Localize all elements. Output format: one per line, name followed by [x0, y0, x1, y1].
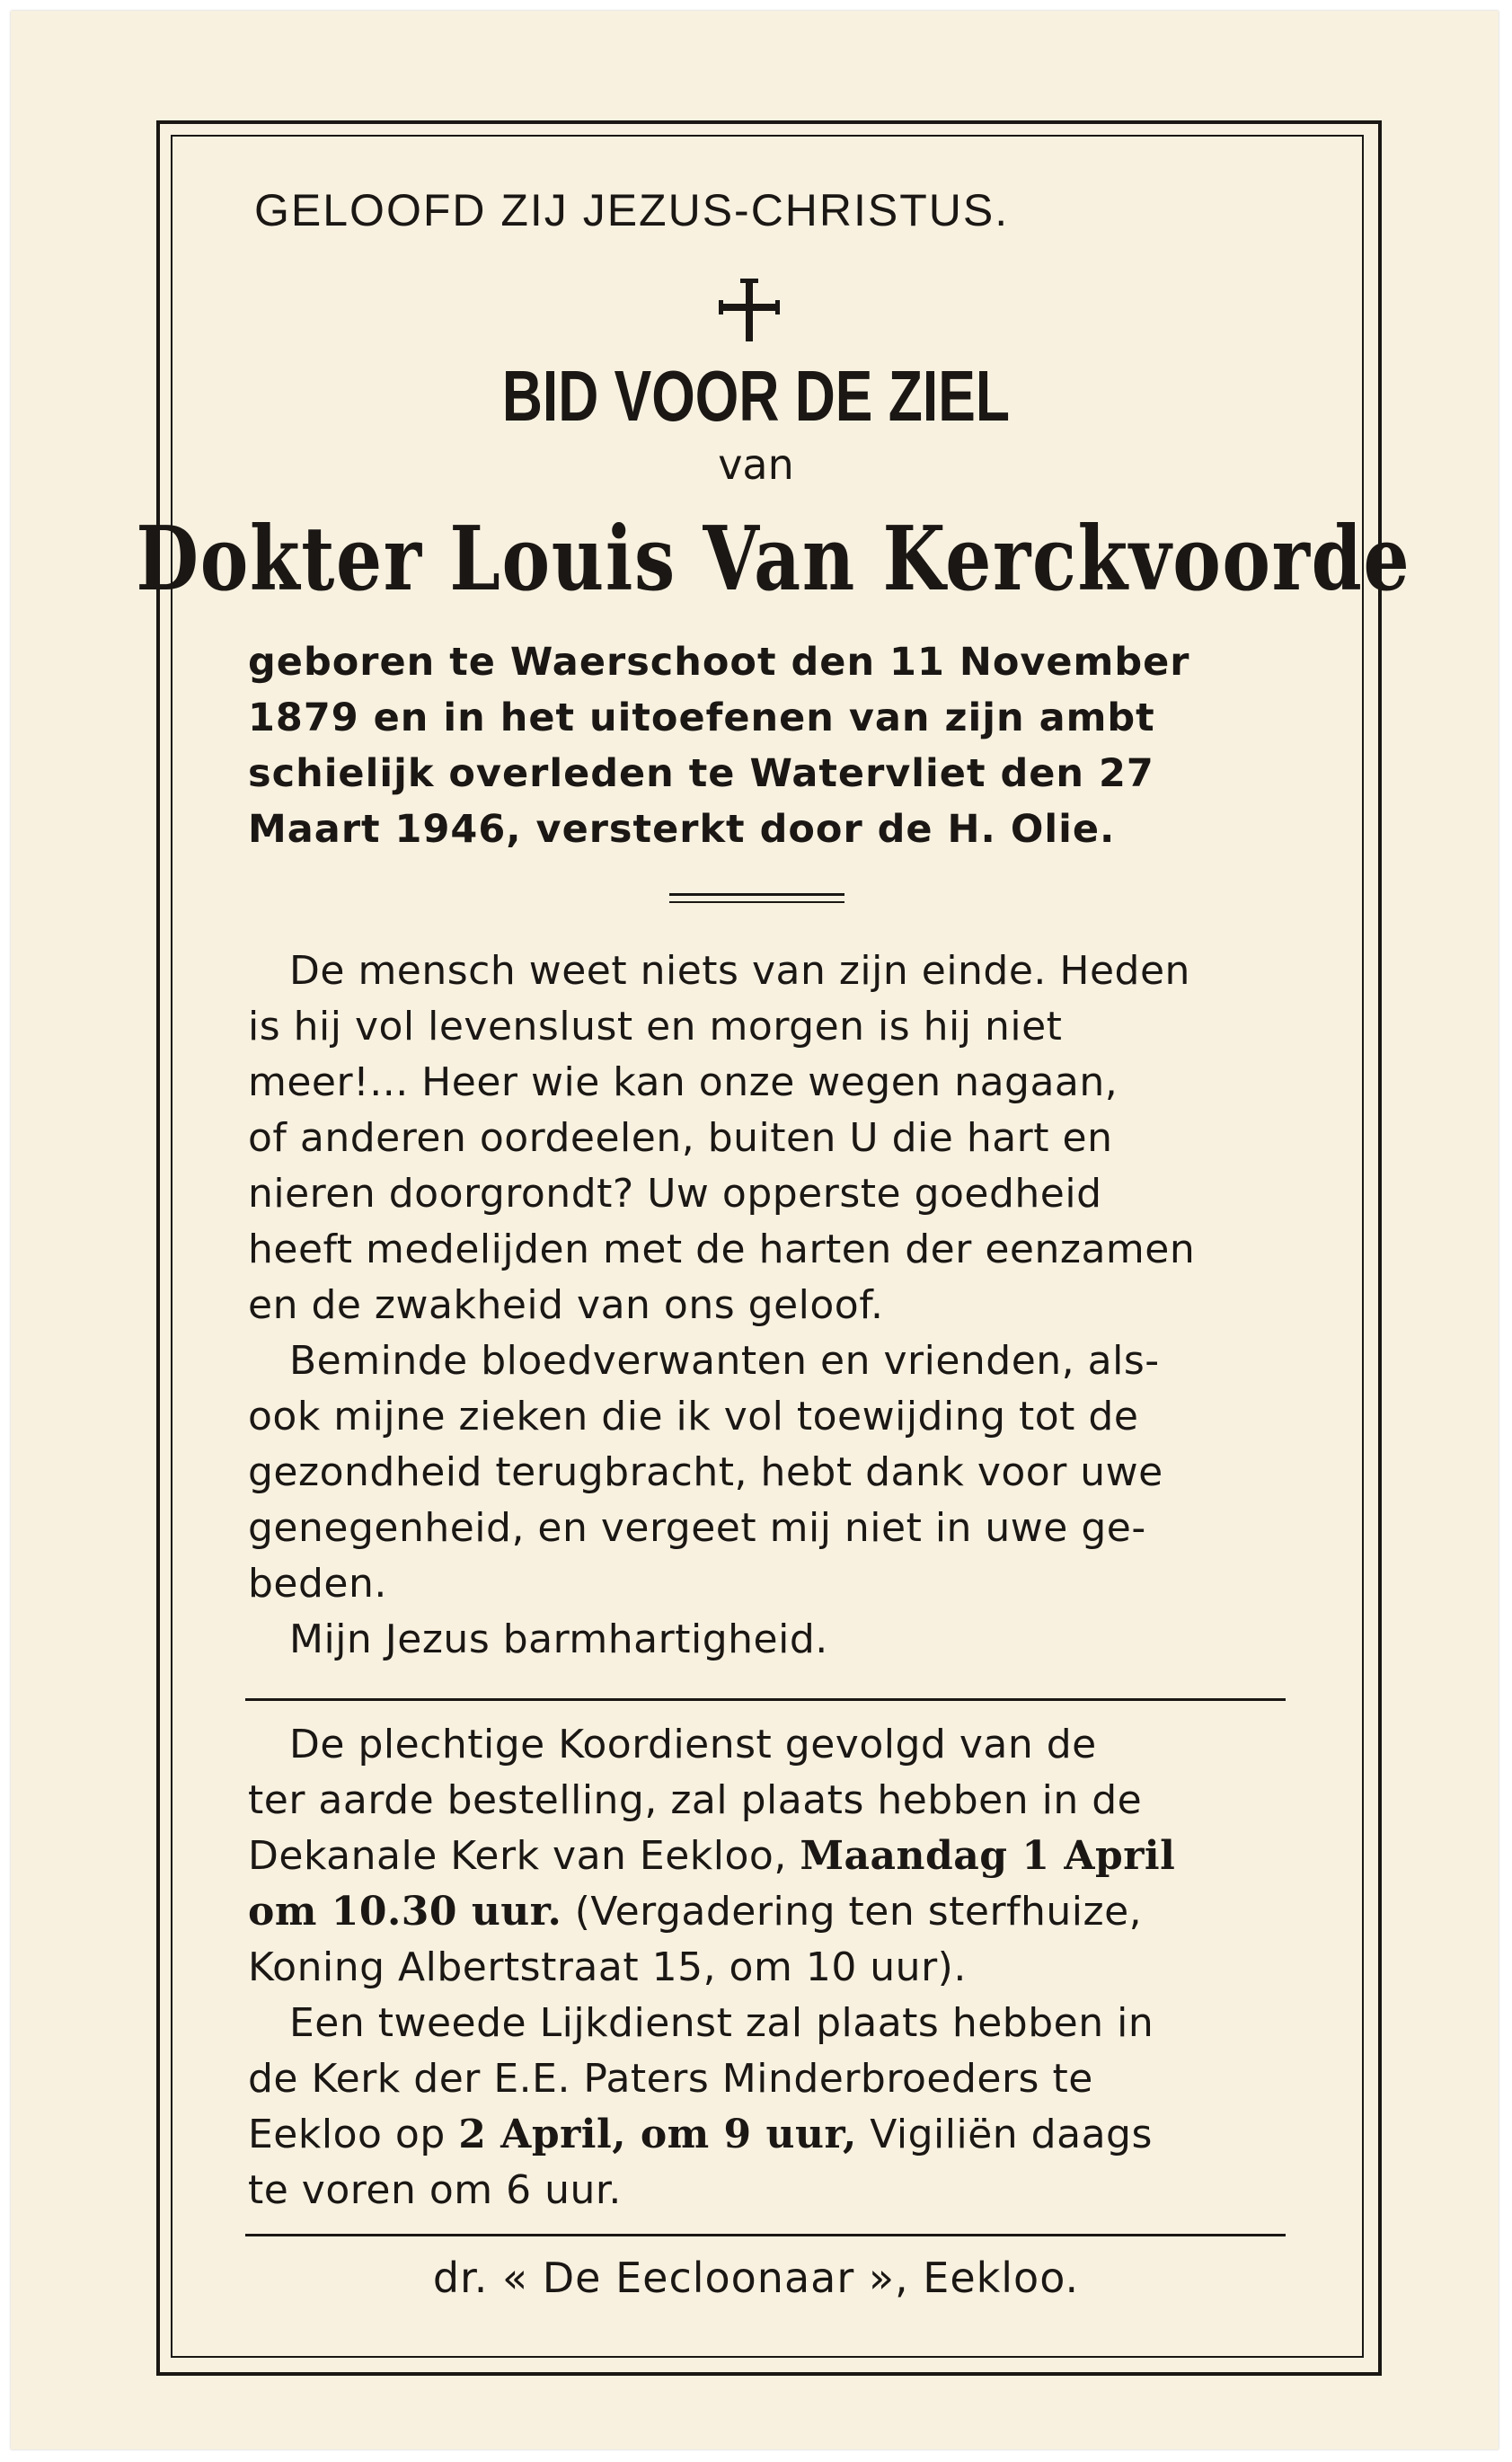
- meditation-line: en de zwakheid van ons geloof.: [248, 1282, 884, 1328]
- meditation-line: gezondheid terugbracht, hebt dank voor uwe: [248, 1449, 1163, 1495]
- separator-short: [669, 893, 844, 896]
- van-word: van: [718, 440, 794, 489]
- service-line: Dekanale Kerk van Eekloo, Maandag 1 April: [248, 1833, 1176, 1879]
- meditation-line: of anderen oordeelen, buiten U die hart en: [248, 1115, 1113, 1161]
- service-line: om 10.30 uur. (Vergadering ten sterfhuize,: [248, 1889, 1143, 1935]
- meditation-line: is hij vol levenslust en morgen is hij niet: [248, 1004, 1063, 1049]
- meditation-line: beden.: [248, 1561, 387, 1607]
- meditation-line: Beminde bloedverwanten en vrienden, als-: [289, 1338, 1160, 1384]
- service-line: De plechtige Koordienst gevolgd van de: [289, 1722, 1097, 1767]
- birth-line: schielijk overleden te Watervliet den 27: [248, 751, 1154, 796]
- meditation-line: heeft medelijden met de harten der eenzamen: [248, 1227, 1196, 1272]
- meditation-line: De mensch weet niets van zijn einde. Heden: [289, 948, 1190, 994]
- meditation-line: nieren doorgrondt? Uw opperste goedheid: [248, 1171, 1102, 1217]
- separator-long: [245, 1698, 1286, 1701]
- meditation-line: ook mijne zieken die ik vol toewijding tot de: [248, 1394, 1139, 1439]
- cross-icon: [715, 277, 783, 345]
- birth-line: geboren te Waerschoot den 11 November: [248, 640, 1190, 685]
- printer-line: dr. « De Eecloonaar », Eekloo.: [432, 2254, 1080, 2302]
- meditation-line: Mijn Jezus barmhartigheid.: [289, 1616, 828, 1662]
- separator-long: [245, 2234, 1286, 2236]
- birth-line: 1879 en in het uitoefenen van zijn ambt: [248, 695, 1155, 740]
- service-line: Een tweede Lijkdienst zal plaats hebben in: [289, 2000, 1154, 2046]
- service-line: Koning Albertstraat 15, om 10 uur).: [248, 1944, 967, 1990]
- service-line: Eekloo op 2 April, om 9 uur, Vigiliën daags: [248, 2112, 1153, 2157]
- service-line: de Kerk der E.E. Paters Minderbroeders te: [248, 2056, 1093, 2102]
- title: BID VOOR DE ZIEL: [501, 356, 1010, 436]
- birth-line: Maart 1946, versterkt door de H. Olie.: [248, 807, 1116, 852]
- service-line: te voren om 6 uur.: [248, 2167, 622, 2213]
- header-text: GELOOFD ZIJ JEZUS-CHRISTUS.: [254, 185, 1010, 235]
- separator-short: [669, 901, 844, 903]
- meditation-line: genegenheid, en vergeet mij niet in uwe ge-: [248, 1505, 1146, 1551]
- service-line: ter aarde bestelling, zal plaats hebben in de: [248, 1777, 1143, 1823]
- deceased-name: Dokter Louis Van Kerckvoorde: [136, 508, 1411, 611]
- meditation-line: meer!... Heer wie kan onze wegen nagaan,: [248, 1059, 1119, 1105]
